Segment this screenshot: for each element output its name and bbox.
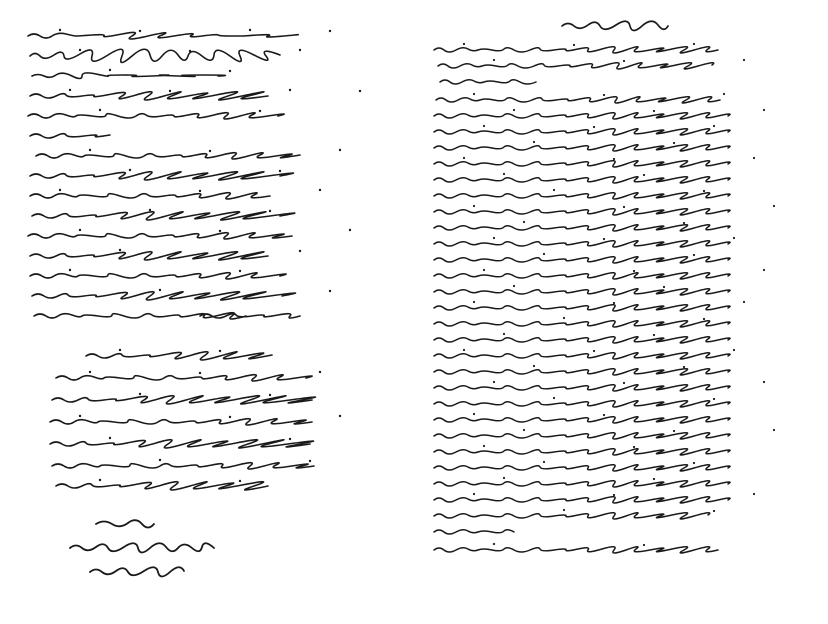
basmala-heading (562, 21, 668, 30)
left-upper-dots (59, 29, 361, 292)
right-page (414, 0, 828, 624)
left-lower-dots (79, 349, 341, 482)
right-body-text (434, 47, 730, 553)
signature-block (70, 520, 214, 576)
right-page-handwriting (414, 0, 828, 624)
left-upper-block (28, 32, 300, 319)
